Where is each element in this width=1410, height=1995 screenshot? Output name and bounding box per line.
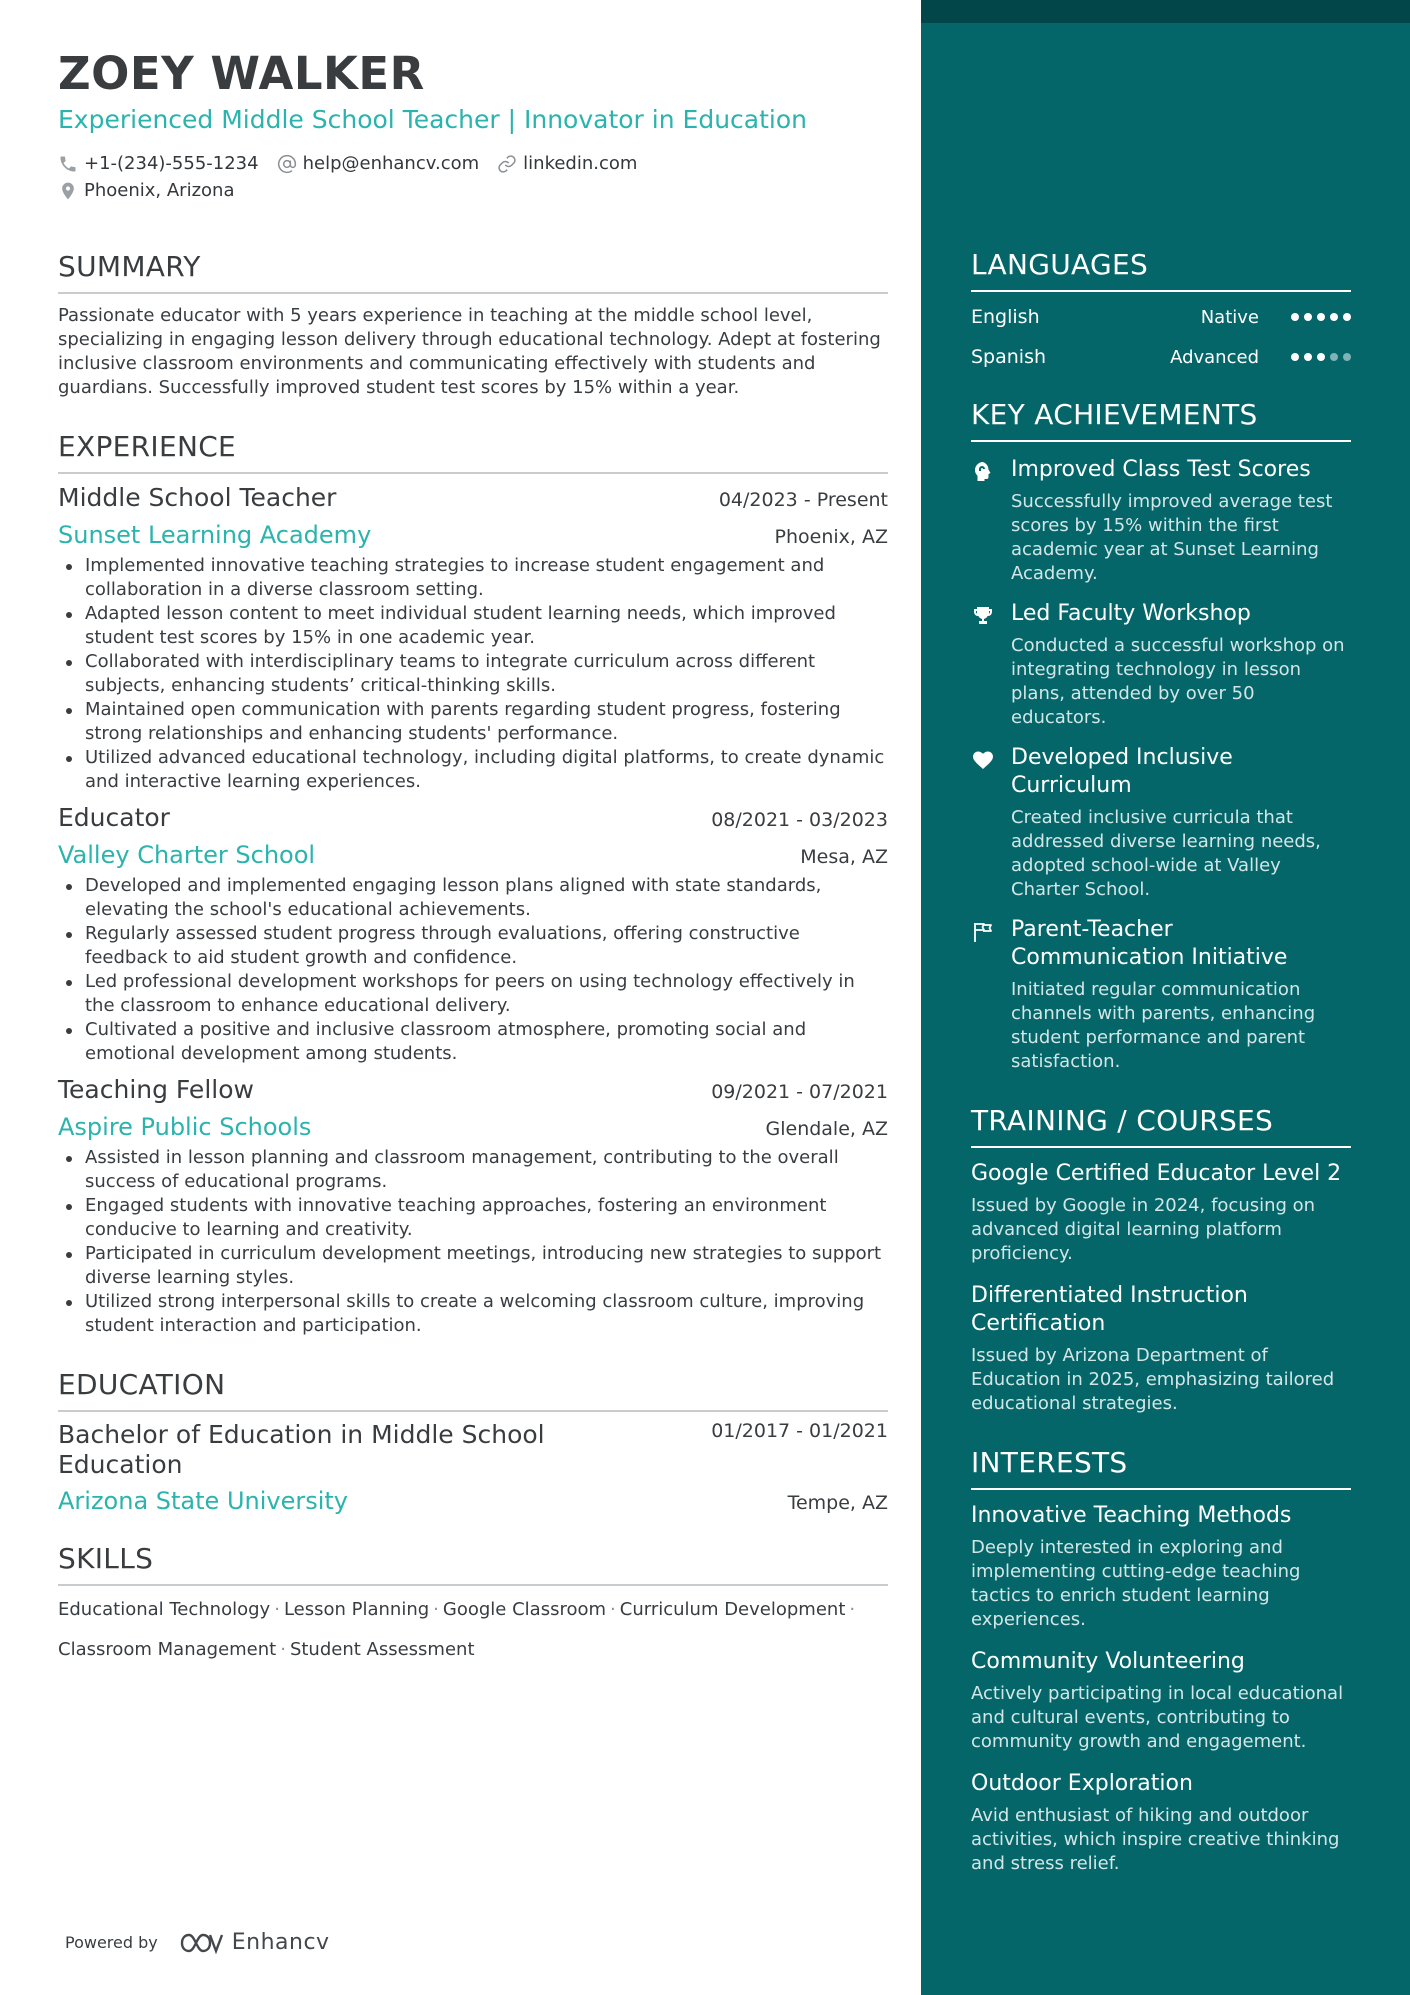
skill-item: Lesson Planning xyxy=(283,1599,430,1620)
job-company: Sunset Learning Academy xyxy=(58,521,372,549)
linkedin-contact[interactable] xyxy=(497,150,637,177)
interest-title: Innovative Teaching Methods xyxy=(971,1503,1292,1528)
job-bullets xyxy=(58,554,888,794)
sidebar-top-bar xyxy=(921,0,1410,23)
education-dates: 01/2017 - 01/2021 xyxy=(711,1420,888,1442)
bullet-item: Regularly assessed student progress through evaluations, offering constructive feedback to aid student growth and confidence. xyxy=(58,922,888,970)
interest-desc: Actively participating in local educational and cultural events, contributing to community growth and engagement. xyxy=(971,1683,1344,1752)
job-location: Mesa, AZ xyxy=(800,846,888,868)
job-bullets xyxy=(58,874,888,1066)
bullet-item: Participated in curriculum development meetings, introducing new strategies to support diverse learning styles. xyxy=(58,1242,888,1290)
skill-item: Curriculum Development xyxy=(619,1599,846,1620)
heart-icon xyxy=(971,748,995,772)
course-desc: Issued by Arizona Department of Education in 2025, emphasizing tailored educational strategies. xyxy=(971,1345,1335,1414)
degree-title: Bachelor of Education in Middle School Education xyxy=(58,1420,545,1479)
rating-dot-filled xyxy=(1291,353,1299,361)
achievement-item xyxy=(971,456,1351,586)
language-level: Native xyxy=(1200,306,1259,328)
bullet-item: Developed and implemented engaging lesson plans aligned with state standards, elevating the school's educational achievements. xyxy=(58,874,888,922)
training-title: TRAINING / COURSES xyxy=(971,1104,1351,1148)
achievement-title: Improved Class Test Scores xyxy=(1011,457,1311,482)
job-location: Glendale, AZ xyxy=(765,1118,888,1140)
interest-item xyxy=(971,1502,1351,1632)
rating-dot-filled xyxy=(1343,313,1351,321)
trophy-icon xyxy=(971,604,995,628)
interest-title: Outdoor Exploration xyxy=(971,1771,1193,1796)
brain-icon xyxy=(971,460,995,484)
course-title: Differentiated Instruction Certification xyxy=(971,1283,1248,1336)
rating-dot-filled xyxy=(1304,313,1312,321)
job-bullets xyxy=(58,1146,888,1338)
location-text: Phoenix, Arizona xyxy=(84,180,235,201)
email-text: help@enhancv.com xyxy=(302,153,480,174)
job-company: Aspire Public Schools xyxy=(58,1113,312,1141)
powered-by-label: Powered by xyxy=(65,1933,158,1952)
skill-separator: · xyxy=(849,1599,856,1620)
achievement-desc: Created inclusive curricula that addressed diverse learning needs, adopted school-wide at Valley Charter School. xyxy=(1011,807,1321,900)
summary-title: SUMMARY xyxy=(58,250,888,294)
bullet-item: Cultivated a positive and inclusive classroom atmosphere, promoting social and emotional development among students. xyxy=(58,1018,888,1066)
rating-dot-filled xyxy=(1304,353,1312,361)
course-item xyxy=(971,1282,1351,1416)
achievement-item xyxy=(971,744,1351,902)
phone-contact[interactable] xyxy=(58,150,259,177)
bullet-item: Maintained open communication with parents regarding student progress, fostering strong relationships and enhancing students' performance. xyxy=(58,698,888,746)
flag-icon xyxy=(971,920,995,944)
job-dates: 09/2021 - 07/2021 xyxy=(711,1081,888,1103)
language-row xyxy=(971,302,1351,332)
skills-title: SKILLS xyxy=(58,1542,888,1586)
rating-dot-filled xyxy=(1317,313,1325,321)
job-role: Educator xyxy=(58,803,170,832)
language-rating xyxy=(1291,353,1351,361)
skill-separator: · xyxy=(280,1639,286,1660)
course-desc: Issued by Google in 2024, focusing on advanced digital learning platform proficiency. xyxy=(971,1195,1316,1264)
achievement-title: Developed Inclusive Curriculum xyxy=(1011,745,1233,798)
experience-section xyxy=(58,430,888,1338)
sidebar-column xyxy=(921,0,1410,1995)
bullet-item: Implemented innovative teaching strategies to increase student engagement and collaboration in a diverse classroom setting. xyxy=(58,554,888,602)
bullet-item: Engaged students with innovative teaching approaches, fostering an environment conducive to learning and creativity. xyxy=(58,1194,888,1242)
skill-separator: · xyxy=(610,1599,616,1620)
candidate-headline: Experienced Middle School Teacher | Innovator in Education xyxy=(58,105,807,134)
rating-dot-filled xyxy=(1291,313,1299,321)
candidate-name: ZOEY WALKER xyxy=(58,47,425,100)
language-row xyxy=(971,342,1351,372)
achievement-desc: Initiated regular communication channels with parents, enhancing student performance and parent satisfaction. xyxy=(1011,979,1316,1072)
bullet-item: Utilized advanced educational technology, including digital platforms, to create dynamic and interactive learning experiences. xyxy=(58,746,888,794)
achievements-title: KEY ACHIEVEMENTS xyxy=(971,398,1351,442)
brand-name: Enhancv xyxy=(231,1930,330,1955)
skill-separator: · xyxy=(274,1599,280,1620)
skill-item: Google Classroom xyxy=(442,1599,607,1620)
powered-by xyxy=(65,1930,330,1955)
location-contact xyxy=(58,177,234,204)
rating-dot-empty xyxy=(1330,353,1338,361)
location-pin-icon xyxy=(58,181,78,201)
job-company: Valley Charter School xyxy=(58,841,316,869)
bullet-item: Adapted lesson content to meet individual student learning needs, which improved student test scores by 15% in one academic year. xyxy=(58,602,888,650)
achievement-desc: Conducted a successful workshop on integrating technology in lesson plans, attended by over 50 educators. xyxy=(1011,635,1345,728)
interests-section xyxy=(971,1446,1351,1876)
contact-info xyxy=(58,150,888,204)
phone-icon xyxy=(58,154,78,174)
school-name: Arizona State University xyxy=(58,1487,349,1515)
languages-title: LANGUAGES xyxy=(971,248,1351,292)
bullet-item: Assisted in lesson planning and classroom management, contributing to the overall success of educational programs. xyxy=(58,1146,888,1194)
language-level: Advanced xyxy=(1170,346,1259,368)
interest-title: Community Volunteering xyxy=(971,1649,1245,1674)
experience-title: EXPERIENCE xyxy=(58,430,888,474)
summary-section xyxy=(58,250,888,400)
interest-desc: Avid enthusiast of hiking and outdoor activities, which inspire creative thinking and stress relief. xyxy=(971,1805,1340,1874)
job-entry xyxy=(58,802,888,1066)
interest-item xyxy=(971,1770,1351,1876)
job-entry xyxy=(58,1074,888,1338)
course-item xyxy=(971,1160,1351,1266)
language-name: Spanish xyxy=(971,346,1047,368)
interests-title: INTERESTS xyxy=(971,1446,1351,1490)
school-location: Tempe, AZ xyxy=(787,1492,888,1514)
email-contact[interactable] xyxy=(277,150,480,177)
rating-dot-filled xyxy=(1330,313,1338,321)
job-dates: 04/2023 - Present xyxy=(718,489,888,511)
training-section xyxy=(971,1104,1351,1416)
at-icon xyxy=(277,154,297,174)
rating-dot-empty xyxy=(1343,353,1351,361)
language-rating xyxy=(1291,313,1351,321)
achievements-section xyxy=(971,398,1351,1074)
enhancv-logo-icon xyxy=(178,1931,224,1955)
phone-text: +1-(234)-555-1234 xyxy=(84,153,259,174)
achievement-desc: Successfully improved average test scores by 15% within the first academic year at Sunset Learning Academy. xyxy=(1011,491,1333,584)
education-title: EDUCATION xyxy=(58,1368,888,1412)
rating-dot-filled xyxy=(1317,353,1325,361)
skill-item: Educational Technology xyxy=(58,1599,271,1620)
achievement-title: Led Faculty Workshop xyxy=(1011,601,1251,626)
job-entry xyxy=(58,482,888,794)
course-title: Google Certified Educator Level 2 xyxy=(971,1161,1342,1186)
bullet-item: Utilized strong interpersonal skills to create a welcoming classroom culture, improving student interaction and participation. xyxy=(58,1290,888,1338)
job-role: Teaching Fellow xyxy=(58,1075,254,1104)
job-dates: 08/2021 - 03/2023 xyxy=(711,809,888,831)
skill-item: Student Assessment xyxy=(289,1639,475,1660)
languages-section xyxy=(971,0,1351,372)
skills-list xyxy=(58,1590,888,1670)
job-role: Middle School Teacher xyxy=(58,483,337,512)
language-name: English xyxy=(971,306,1040,328)
job-location: Phoenix, AZ xyxy=(774,526,888,548)
achievement-item xyxy=(971,600,1351,730)
linkedin-text: linkedin.com xyxy=(523,153,638,174)
interest-desc: Deeply interested in exploring and implementing cutting-edge teaching tactics to enrich student learning experiences. xyxy=(971,1537,1301,1630)
bullet-item: Collaborated with interdisciplinary teams to integrate curriculum across different subjects, enhancing students’ critical-thinking skills. xyxy=(58,650,888,698)
summary-text: Passionate educator with 5 years experience in teaching at the middle school level, specializing in engaging lesson delivery through educational technology. Adept at fostering inclusive classroom environments and communicating effectively with students and guardians. Successfully improved student test scores by 15% within a year. xyxy=(58,305,881,398)
achievement-title: Parent-Teacher Communication Initiative xyxy=(1011,917,1288,970)
education-section xyxy=(58,1368,888,1516)
link-icon xyxy=(497,154,517,174)
achievement-item xyxy=(971,916,1351,1074)
skill-separator: · xyxy=(433,1599,439,1620)
interest-item xyxy=(971,1648,1351,1754)
brand-logo[interactable] xyxy=(178,1930,330,1955)
skills-section xyxy=(58,1542,888,1670)
skill-item: Classroom Management xyxy=(58,1639,277,1660)
bullet-item: Led professional development workshops for peers on using technology effectively in the classroom to enhance educational delivery. xyxy=(58,970,888,1018)
